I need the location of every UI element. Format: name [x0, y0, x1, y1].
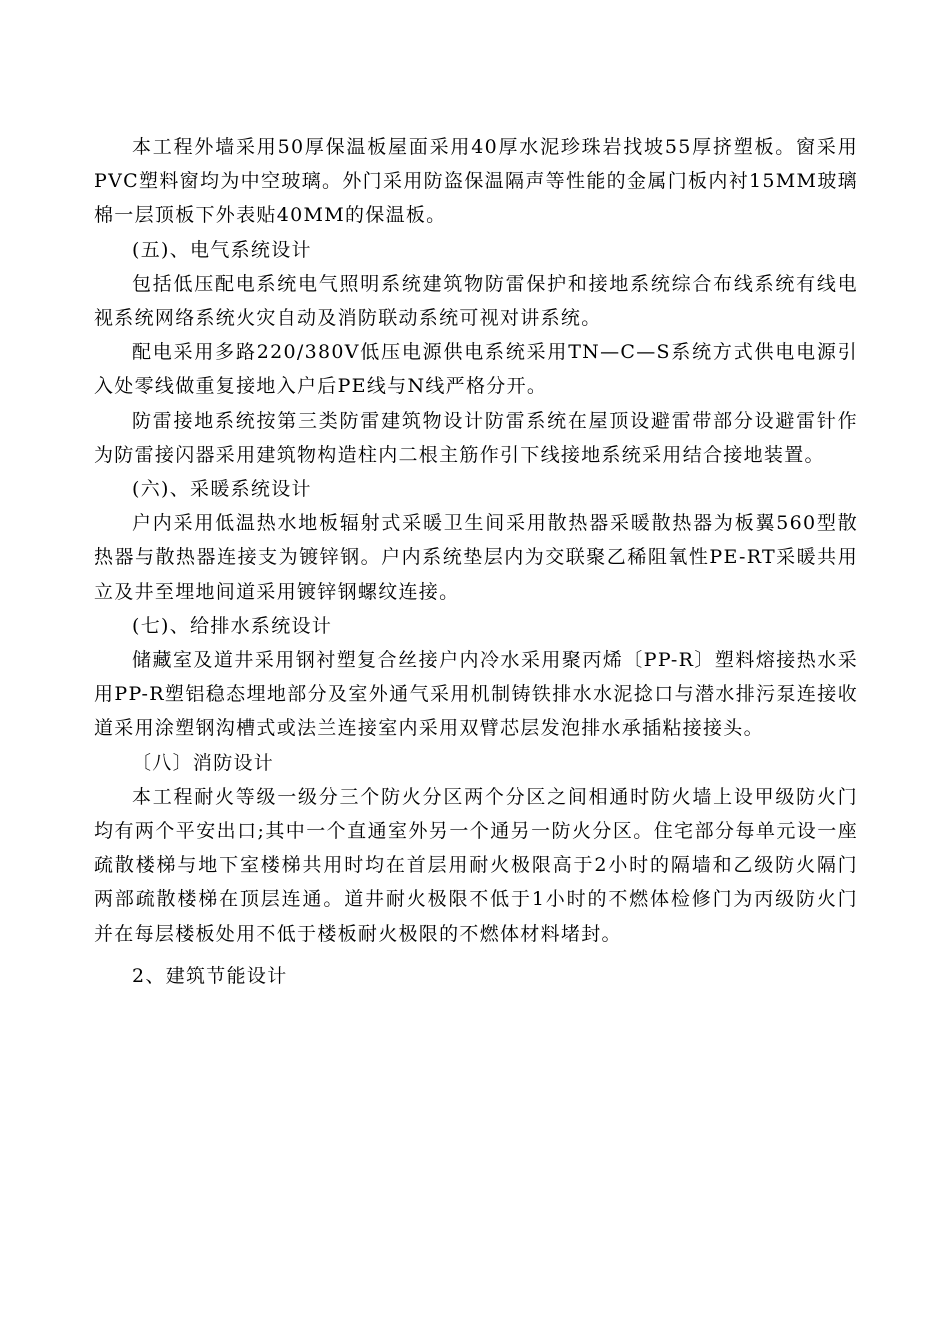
paragraph-lightning-protection: 防雷接地系统按第三类防雷建筑物设计防雷系统在屋顶设避雷带部分设避雷针作为防雷接闪器采用建筑物构造柱内二根主筋作引下线接地系统采用结合接地装置。	[94, 409, 858, 466]
heading-fire-protection: 〔八〕消防设计	[132, 751, 275, 774]
heading-heating: (六)、采暖系统设计	[132, 478, 312, 501]
paragraph-power-distribution: 配电采用多路220/380V低压电源供电系统采用TN—C—S系统方式供电电源引入处零线做重复接地入户后PE线与N线严格分开。	[94, 341, 858, 398]
paragraph-electrical-scope: 包括低压配电系统电气照明系统建筑物防雷保护和接地系统综合布线系统有线电视系统网络系统火灾自动及消防联动系统可视对讲系统。	[94, 272, 858, 330]
document-page	[94, 130, 858, 993]
paragraph-insulation: 本工程外墙采用50厚保温板屋面采用40厚水泥珍珠岩找坡55厚挤塑板。窗采用PVC塑料窗均为中空玻璃。外门采用防盗保温隔声等性能的金属门板内衬15MM玻璃棉一层顶板下外表贴40MM的保温板。	[94, 136, 858, 227]
heading-energy-saving: 2、建筑节能设计	[132, 964, 288, 987]
heading-electrical: (五)、电气系统设计	[132, 238, 312, 261]
heading-plumbing: (七)、给排水系统设计	[132, 614, 333, 637]
spacer	[94, 951, 858, 959]
paragraph-heating: 户内采用低温热水地板辐射式采暖卫生间采用散热器采暖散热器为板翼560型散热器与散热器连接支为镀锌钢。户内系统垫层内为交联聚乙稀阻氧性PE-RT采暖共用立及井至埋地间道采用镀锌钢螺纹连接。	[94, 512, 858, 603]
paragraph-fire-protection: 本工程耐火等级一级分三个防火分区两个分区之间相通时防火墙上设甲级防火门均有两个平安出口;其中一个直通室外另一个通另一防火分区。住宅部分每单元设一座疏散楼梯与地下室楼梯共用时均在首层用耐火极限高于2小时的隔墙和乙级防火隔门两部疏散楼梯在顶层连通。道井耐火极限不低于1小时的不燃体检修门为丙级防火门并在每层楼板处用不低于楼板耐火极限的不燃体材料堵封。	[94, 785, 858, 945]
paragraph-plumbing: 储藏室及道井采用钢衬塑复合丝接户内冷水采用聚丙烯〔PP-R〕塑料熔接热水采用PP-R塑铝稳态埋地部分及室外通气采用机制铸铁排水水泥捻口与潜水排污泵连接收道采用涂塑钢沟槽式或法兰连接室内采用双臂芯层发泡排水承插粘接接头。	[94, 649, 858, 740]
